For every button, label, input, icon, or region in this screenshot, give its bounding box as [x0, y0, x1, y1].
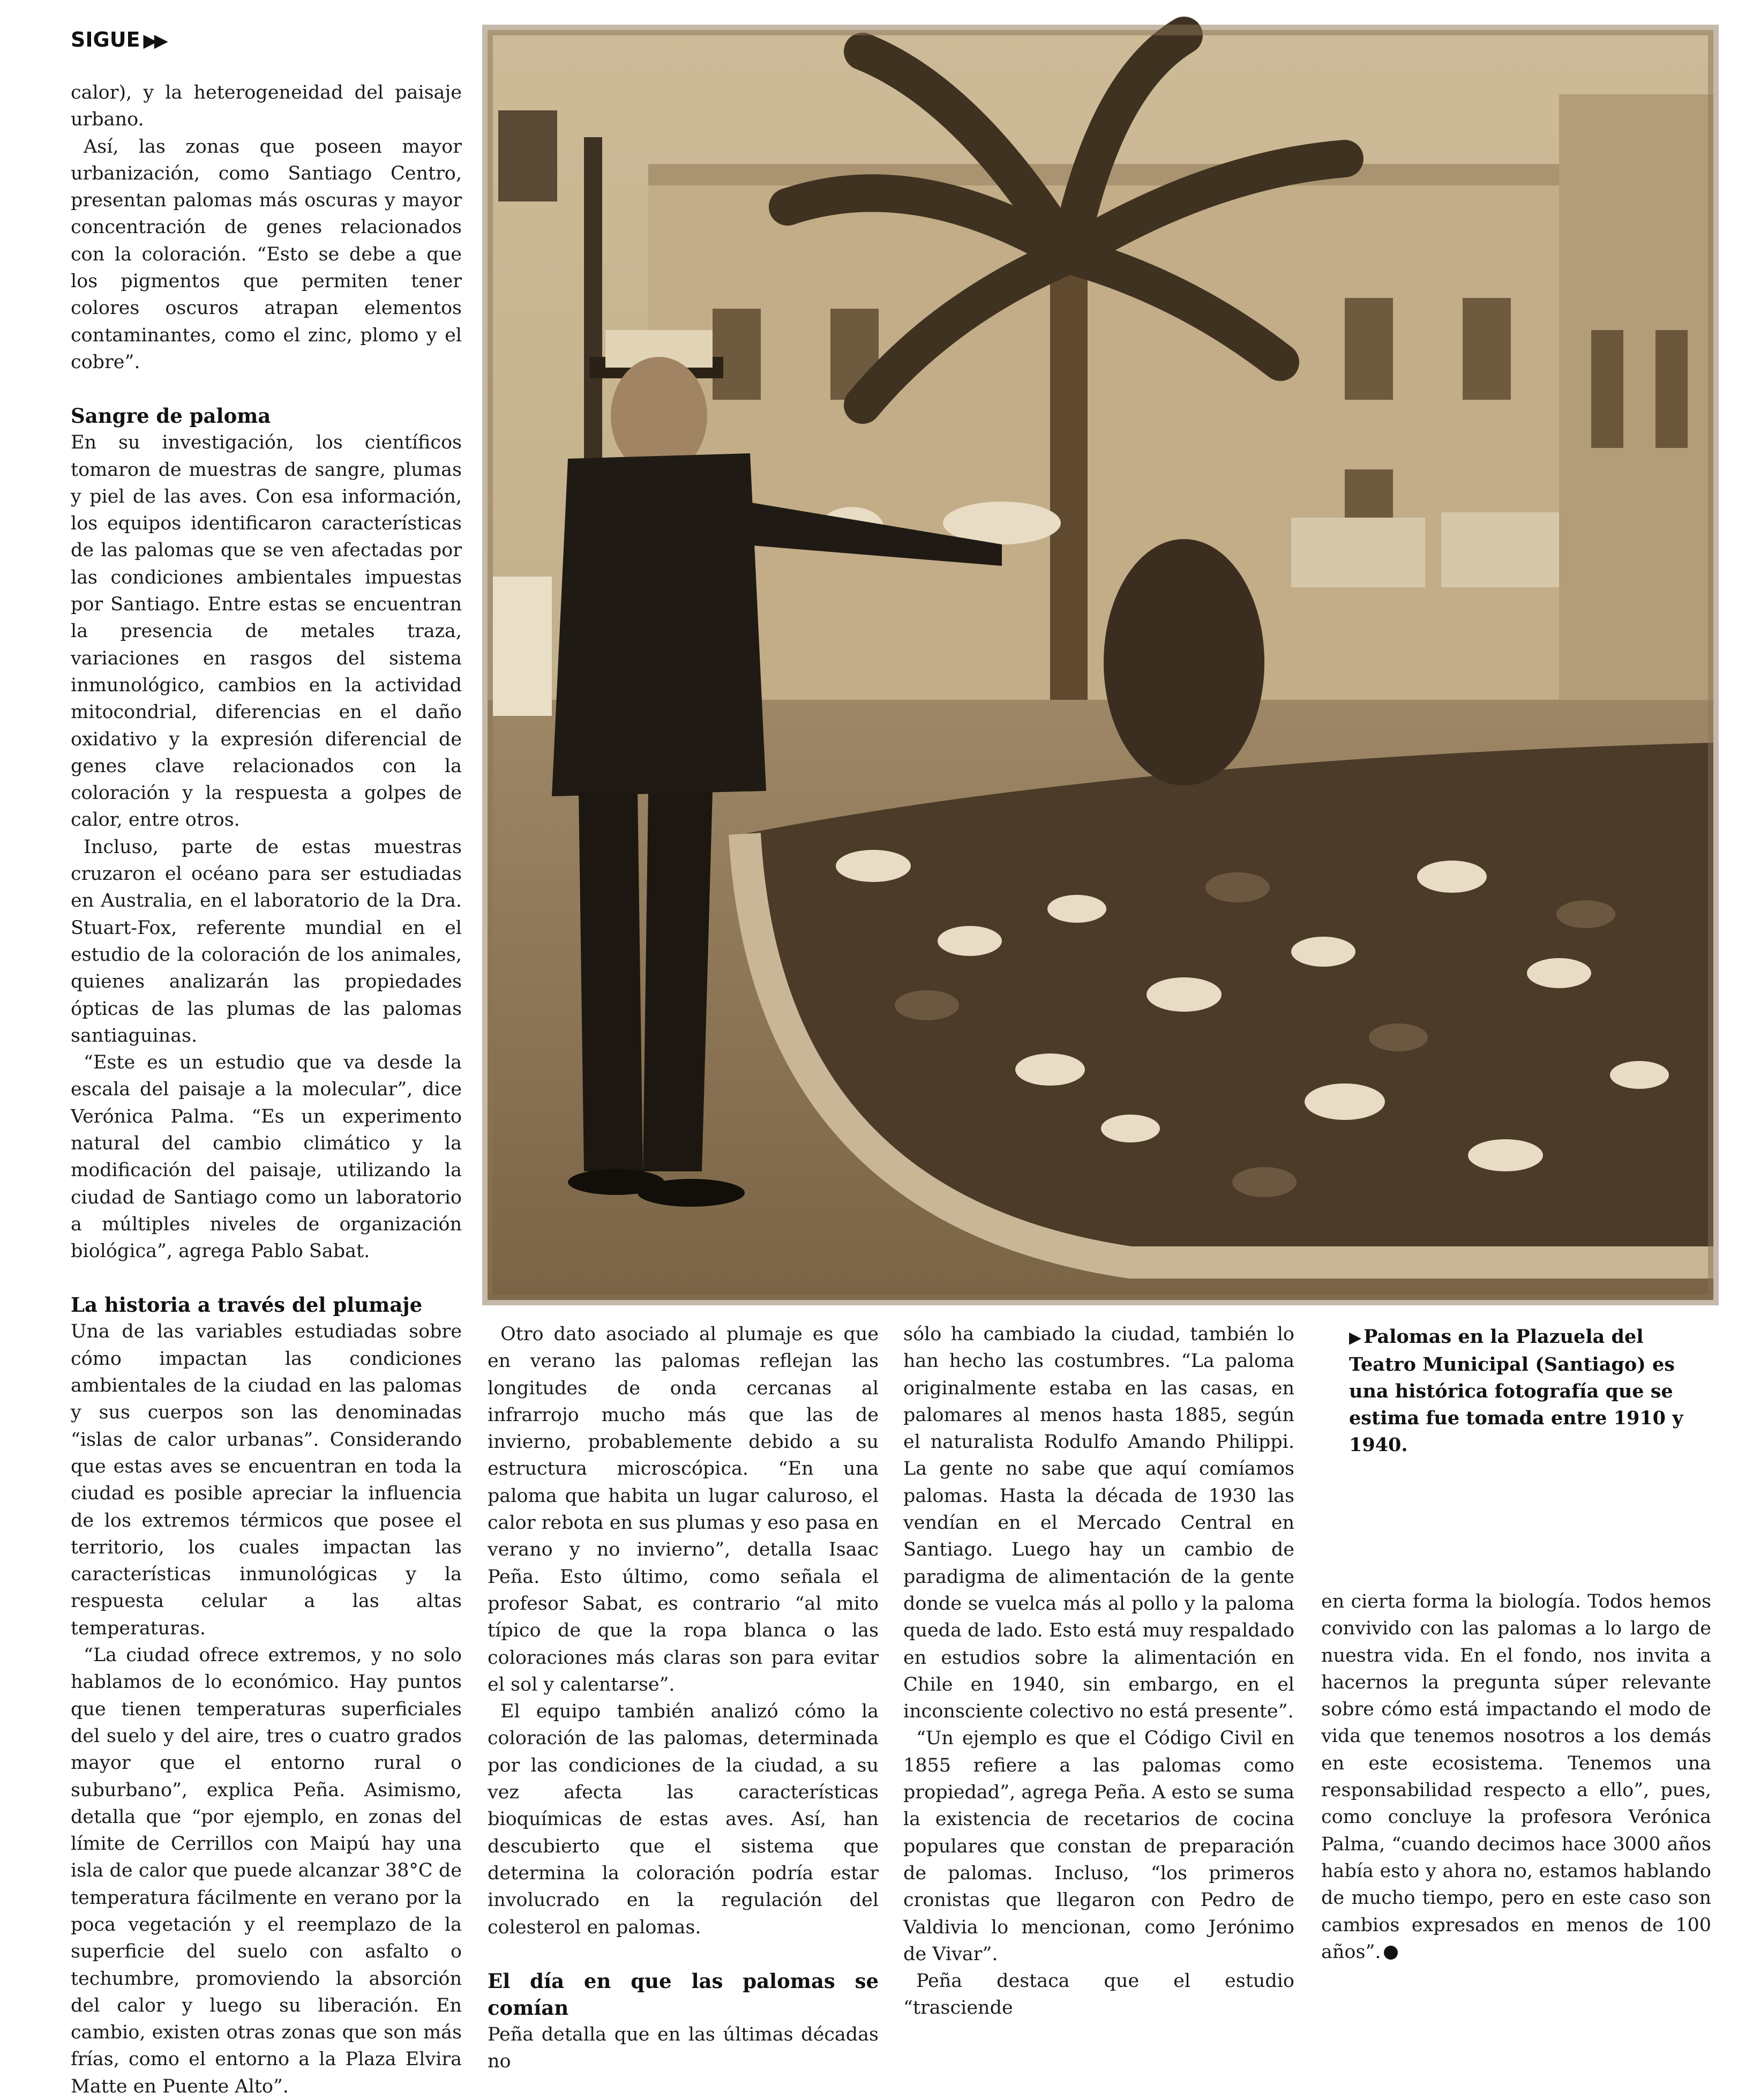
photo-caption [1349, 1324, 1713, 1459]
caption-marker-icon: ▶ [1349, 1328, 1362, 1347]
caption-text: Palomas en la Plazuela del Teatro Municipal (Santiago) es una histórica fotografía que se estima fue tomada entre 1910 y 1940. [1349, 1326, 1683, 1456]
paragraph: Así, las zonas que poseen mayor urbanización, como Santiago Centro, presentan palomas más oscuras y mayor concentración de genes relacionados con la coloración. “Esto se debe a que los pigmentos que permiten tener colores oscuros atrapan elementos contaminantes, como el zinc, plomo y el cobre”. [71, 136, 462, 373]
section-label-text: SIGUE [71, 28, 140, 51]
paragraph: Una de las variables estudiadas sobre cómo impactan las condiciones ambientales de la ciudad en las palomas y sus cuerpos son las denominadas “islas de calor urbanas”. Considerando que estas aves se encuentran en toda la ciudad es posible apreciar la influencia de los extremos térmicos que posee el territorio, los cuales impactan las características inmunológicas y la respuesta celular a las altas temperaturas. [71, 1321, 462, 1639]
paragraph: Peña detalla que en las últimas décadas no [488, 2023, 879, 2073]
paragraph: Incluso, parte de estas muestras cruzaron el océano para ser estudiadas en Australia, en el laboratorio de la Dra. Stuart-Fox, referente mundial en el estudio de la coloración de los animales, quienes analizarán las propiedades ópticas de las plumas de las palomas santiaguinas. [71, 836, 462, 1047]
paragraph: El equipo también analizó cómo la coloración de las palomas, determinada por las condiciones de la ciudad, a su vez afecta las características bioquímicas de estas aves. Así, han descubierto que el sistema que determina la coloración podría estar involucrado en la regulación del colesterol en palomas. [488, 1701, 879, 1938]
subheading: Sangre de paloma [71, 404, 271, 428]
paragraph-text: en cierta forma la biología. Todos hemos convivido con las palomas a lo largo de nuestra vida. En el fondo, nos invita a hacernos la pregunta súper relevante sobre cómo está impactando el modo de vida que tenemos nosotros a los demás en este ecosistema. Tenemos una responsabilidad respecto a ello”, pues, como concluye la profesora Verónica Palma, “cuando decimos hace 3000 años había esto y ahora no, estamos hablando de mucho tiempo, pero en este caso son cambios expresados en menos de 100 años”. [1321, 1591, 1711, 1963]
article-column-4 [1321, 1588, 1711, 1963]
article-column-2 [488, 1321, 879, 2073]
article-column-1 [71, 79, 462, 2097]
paragraph [1321, 1588, 1711, 1966]
end-of-article-icon [1384, 1946, 1398, 1960]
paragraph: sólo ha cambiado la ciudad, también lo han hecho las costumbres. “La paloma originalmente estaba en las casas, en palomares al menos hasta 1885, según el naturalista Rodulfo Amando Philippi. La gente no sabe que aquí comíamos palomas. Hasta la década de 1930 las vendían en el Mercado Central en Santiago. Luego hay un cambio de paradigma de alimentación de la gente donde se vuelca más al pollo y la paloma queda de lado. Esto está muy respaldado en estudios sobre la alimentación en Chile en 1940, sin embargo, en el inconsciente colectivo no está presente”. [903, 1324, 1294, 1723]
subheading: La historia a través del plumaje [71, 1293, 423, 1317]
article-column-3 [903, 1321, 1294, 2019]
paragraph: Otro dato asociado al plumaje es que en verano las palomas reflejan las longitudes de onda cercanas al infrarrojo mucho más que las de invierno, probablemente debido a su estructura microscópica. “En una paloma que habita un lugar caluroso, el calor rebota en sus plumas y eso pasa en verano y no invierno”, detalla Isaac Peña. Esto último, como señala el profesor Sabat, es contrario “al mito típico de que la ropa blanca o las coloraciones más claras son para evitar el sol y calentarse”. [488, 1324, 879, 1695]
paragraph: calor), y la heterogeneidad del paisaje urbano. [71, 82, 462, 131]
continue-arrows-icon: ▶▶ [143, 30, 165, 51]
section-label [71, 28, 165, 51]
paragraph: “Este es un estudio que va desde la escala del paisaje a la molecular”, dice Verónica Palma. “Es un experimento natural del cambio climático y la modificación del paisaje, utilizando la ciudad de Santiago como un laboratorio a múltiples niveles de organización biológica”, agrega Pablo Sabat. [71, 1052, 462, 1262]
paragraph: Peña destaca que el estudio “trasciende [903, 1970, 1294, 2019]
subheading: El día en que las palomas se comían [488, 1969, 879, 2020]
paragraph: “Un ejemplo es que el Código Civil en 1855 refiere a las palomas como propiedad”, agrega Peña. A esto se suma la existencia de recetarios de cocina populares que constan de preparación de palomas. Incluso, “los primeros cronistas que llegaron con Pedro de Valdivia lo mencionan, como Jerónimo de Vivar”. [903, 1728, 1294, 1965]
paragraph: En su investigación, los científicos tomaron de muestras de sangre, plumas y piel de las aves. Con esa información, los equipos identificaron características de las palomas que se ven afectadas por las condiciones ambientales impuestas por Santiago. Entre estas se encuentran la presencia de metales traza, variaciones en rasgos del sistema inmunológico, cambios en la actividad mitocondrial, diferencias en el daño oxidativo y la expresión diferencial de genes clave relacionados con la coloración y la respuesta a golpes de calor, entre otros. [71, 432, 462, 831]
historic-photo [488, 30, 1713, 1300]
paragraph: “La ciudad ofrece extremos, y no solo hablamos de lo económico. Hay puntos que tienen temperaturas superficiales del suelo y del aire, tres o cuatro grados mayor que el entorno rural o suburbano”, explica Peña. Asimismo, detalla que “por ejemplo, en zonas del límite de Cerrillos con Maipú hay una isla de calor que puede alcanzar 38°C de temperatura fácilmente en verano por la poca vegetación y el reemplazo de la superficie del suelo con asfalto o techumbre, promoviendo la absorción del calor y luego su liberación. En cambio, existen otras zonas que son más frías, como el entorno a la Plaza Elvira Matte en Puente Alto”. [71, 1645, 462, 2097]
photo-illustration [488, 30, 1713, 1300]
